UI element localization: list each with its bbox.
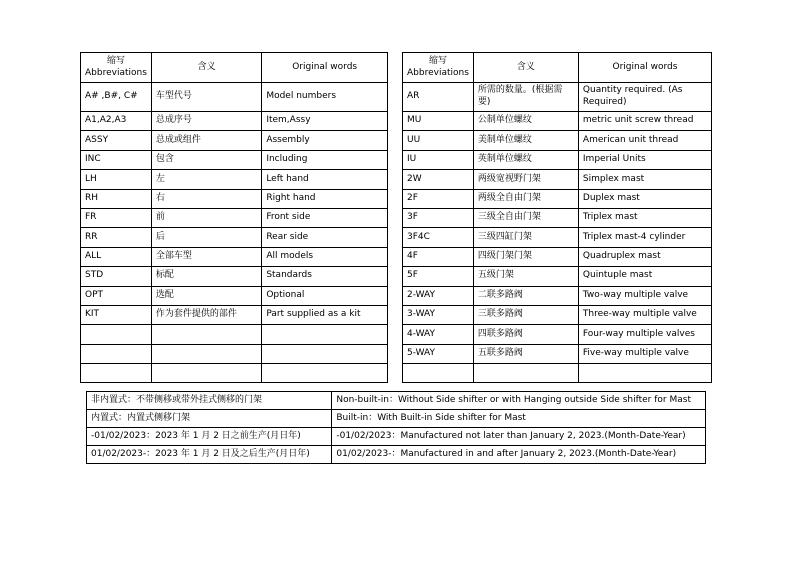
cell-meaning: 左 (151, 170, 261, 189)
cell-meaning: 四级门架门架 (473, 247, 578, 266)
cell-meaning (151, 325, 261, 344)
cell-abbr: 4F (403, 247, 474, 266)
notes-table (86, 391, 706, 464)
header-row (403, 53, 712, 83)
cell-original: Three-way multiple valve (578, 305, 711, 324)
header-abbreviations (81, 53, 152, 83)
table-row (81, 267, 388, 286)
cell-abbr (81, 344, 152, 363)
cell-meaning: 右 (151, 189, 261, 208)
note-cn: 内置式：内置式侧移门架 (87, 410, 332, 428)
note-row (87, 428, 706, 446)
table-row (81, 228, 388, 247)
cell-meaning: 五级门架 (473, 267, 578, 286)
cell-abbr: STD (81, 267, 152, 286)
header-row (81, 53, 388, 83)
table-row (403, 83, 712, 112)
cell-abbr (81, 364, 152, 383)
cell-original (262, 344, 388, 363)
header-original: Original words (578, 53, 711, 83)
cell-meaning (151, 364, 261, 383)
note-row (87, 410, 706, 428)
cell-original: Two-way multiple valve (578, 286, 711, 305)
cell-abbr: 3F4C (403, 228, 474, 247)
table-row (81, 247, 388, 266)
cell-meaning: 标配 (151, 267, 261, 286)
table-row (403, 150, 712, 169)
cell-abbr: 3-WAY (403, 305, 474, 324)
cell-original: Right hand (262, 189, 388, 208)
cell-meaning: 三级四缸门架 (473, 228, 578, 247)
header-original: Original words (262, 53, 388, 83)
table-row (81, 305, 388, 324)
header-meaning: 含义 (151, 53, 261, 83)
cell-meaning: 作为套件提供的部件 (151, 305, 261, 324)
note-cn: -01/02/2023：2023 年 1 月 2 日之前生产(月日年) (87, 428, 332, 446)
cell-original: Left hand (262, 170, 388, 189)
note-en: Built-in：With Built-in Side shifter for Mast (332, 410, 706, 428)
cell-original: Including (262, 150, 388, 169)
note-en: 01/02/2023-：Manufactured in and after January 2, 2023.(Month-Date-Year) (332, 446, 706, 464)
table-row (81, 131, 388, 150)
header-abbreviations (403, 53, 474, 83)
cell-abbr (81, 325, 152, 344)
cell-original (578, 364, 711, 383)
cell-meaning: 两级宽视野门架 (473, 170, 578, 189)
cell-original: Standards (262, 267, 388, 286)
cell-meaning: 总成序号 (151, 112, 261, 131)
cell-meaning: 选配 (151, 286, 261, 305)
cell-meaning: 总成或组件 (151, 131, 261, 150)
cell-abbr: 2W (403, 170, 474, 189)
header-abbr-en: Abbreviations (407, 67, 469, 78)
cell-original (262, 325, 388, 344)
note-en: Non-built-in：Without Side shifter or with Hanging outside Side shifter for Mast (332, 392, 706, 410)
cell-abbr: ALL (81, 247, 152, 266)
cell-original: Front side (262, 208, 388, 227)
table-row (403, 170, 712, 189)
cell-meaning: 前 (151, 208, 261, 227)
note-cn: 非内置式：不带侧移或带外挂式侧移的门架 (87, 392, 332, 410)
table-row (403, 364, 712, 383)
note-row (87, 392, 706, 410)
table-row (81, 286, 388, 305)
table-row (403, 325, 712, 344)
cell-meaning: 五联多路阀 (473, 344, 578, 363)
cell-original: American unit thread (578, 131, 711, 150)
table-row (403, 189, 712, 208)
cell-abbr: RR (81, 228, 152, 247)
header-abbr-en: Abbreviations (85, 67, 147, 78)
cell-original: Duplex mast (578, 189, 711, 208)
cell-original: Triplex mast-4 cylinder (578, 228, 711, 247)
cell-meaning: 公制单位螺纹 (473, 112, 578, 131)
cell-meaning: 四联多路阀 (473, 325, 578, 344)
cell-original: Assembly (262, 131, 388, 150)
cell-original: Model numbers (262, 83, 388, 112)
table-row (403, 112, 712, 131)
cell-original: metric unit screw thread (578, 112, 711, 131)
cell-abbr: KIT (81, 305, 152, 324)
table-row (81, 112, 388, 131)
cell-meaning: 三级全自由门架 (473, 208, 578, 227)
header-meaning: 含义 (473, 53, 578, 83)
table-row (81, 189, 388, 208)
cell-original: Rear side (262, 228, 388, 247)
cell-abbr: 5F (403, 267, 474, 286)
cell-abbr: UU (403, 131, 474, 150)
cell-abbr: RH (81, 189, 152, 208)
cell-original: Optional (262, 286, 388, 305)
cell-abbr: INC (81, 150, 152, 169)
cell-original: Imperial Units (578, 150, 711, 169)
table-row (81, 325, 388, 344)
cell-abbr: A# ,B#, C# (81, 83, 152, 112)
cell-original: Triplex mast (578, 208, 711, 227)
table-row (403, 305, 712, 324)
cell-original: Four-way multiple valves (578, 325, 711, 344)
cell-original: Item,Assy (262, 112, 388, 131)
table-row (81, 150, 388, 169)
header-abbr-cn: 缩写 (428, 55, 447, 66)
cell-meaning: 后 (151, 228, 261, 247)
cell-original: Quantity required. (As Required) (578, 83, 711, 112)
cell-meaning: 车型代号 (151, 83, 261, 112)
cell-abbr: OPT (81, 286, 152, 305)
cell-abbr: ASSY (81, 131, 152, 150)
note-en: -01/02/2023：Manufactured not later than January 2, 2023.(Month-Date-Year) (332, 428, 706, 446)
table-row (403, 344, 712, 363)
header-abbr-cn: 缩写 (106, 55, 125, 66)
cell-meaning: 美制单位螺纹 (473, 131, 578, 150)
cell-abbr: MU (403, 112, 474, 131)
table-row (403, 228, 712, 247)
cell-abbr (403, 364, 474, 383)
table-row (81, 83, 388, 112)
table-row (403, 247, 712, 266)
table-row (81, 344, 388, 363)
cell-abbr: 2-WAY (403, 286, 474, 305)
abbreviations-table-left (80, 52, 388, 383)
abbreviations-table-right (402, 52, 712, 383)
cell-meaning: 两级全自由门架 (473, 189, 578, 208)
cell-meaning: 二联多路阀 (473, 286, 578, 305)
cell-meaning: 三联多路阀 (473, 305, 578, 324)
cell-original: All models (262, 247, 388, 266)
table-row (81, 364, 388, 383)
cell-original: Quadruplex mast (578, 247, 711, 266)
cell-original: Quintuple mast (578, 267, 711, 286)
cell-meaning (151, 344, 261, 363)
cell-abbr: 5-WAY (403, 344, 474, 363)
table-row (403, 208, 712, 227)
cell-original: Part supplied as a kit (262, 305, 388, 324)
table-row (403, 267, 712, 286)
cell-original: Simplex mast (578, 170, 711, 189)
cell-meaning: 英制单位螺纹 (473, 150, 578, 169)
cell-meaning (473, 364, 578, 383)
table-row (403, 286, 712, 305)
cell-abbr: LH (81, 170, 152, 189)
cell-abbr: FR (81, 208, 152, 227)
cell-abbr: A1,A2,A3 (81, 112, 152, 131)
note-cn: 01/02/2023-：2023 年 1 月 2 日及之后生产(月日年) (87, 446, 332, 464)
cell-abbr: 3F (403, 208, 474, 227)
table-row (403, 131, 712, 150)
cell-meaning: 包含 (151, 150, 261, 169)
table-row (81, 170, 388, 189)
cell-abbr: 4-WAY (403, 325, 474, 344)
cell-abbr: AR (403, 83, 474, 112)
cell-original: Five-way multiple valve (578, 344, 711, 363)
note-row (87, 446, 706, 464)
table-row (81, 208, 388, 227)
cell-abbr: 2F (403, 189, 474, 208)
cell-original (262, 364, 388, 383)
cell-meaning: 全部车型 (151, 247, 261, 266)
cell-meaning: 所需的数量。(根据需要) (473, 83, 578, 112)
cell-abbr: IU (403, 150, 474, 169)
